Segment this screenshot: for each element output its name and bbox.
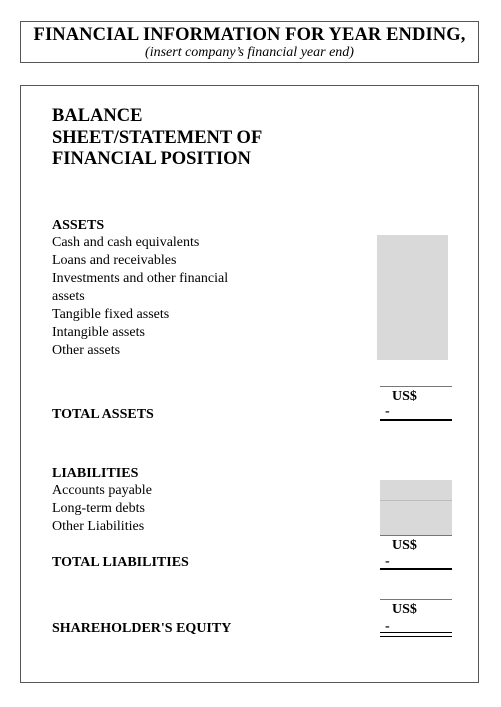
liabilities-list <box>52 482 262 536</box>
list-item: Loans and receivables <box>52 253 177 268</box>
liabilities-total-rule-bottom <box>380 568 452 570</box>
assets-input-area[interactable] <box>377 235 448 360</box>
liabilities-row-divider <box>380 500 452 501</box>
liabilities-total-currency: US$ <box>392 538 417 553</box>
list-item: Other assets <box>52 343 121 358</box>
assets-total-value: - <box>385 404 390 419</box>
list-item: Accounts payable <box>52 483 152 498</box>
list-item: Investments and other financial assets <box>52 271 229 304</box>
assets-heading: ASSETS <box>52 218 105 233</box>
liabilities-total-rule-top <box>380 535 452 536</box>
equity-value: - <box>385 619 390 634</box>
list-item: Other Liabilities <box>52 519 145 534</box>
balance-sheet-panel <box>20 85 479 683</box>
equity-rule-top <box>380 599 452 600</box>
list-item: Tangible fixed assets <box>52 307 170 322</box>
list-item: Intangible assets <box>52 325 145 340</box>
report-header <box>20 21 479 63</box>
report-subtitle: (insert company’s financial year end) <box>145 45 354 60</box>
liabilities-input-area[interactable] <box>380 480 452 536</box>
assets-total-rule-top <box>380 386 452 387</box>
section-title: BALANCE SHEET/STATEMENT OF FINANCIAL POSITION <box>52 106 262 169</box>
shareholders-equity-label: SHAREHOLDER'S EQUITY <box>52 621 232 636</box>
assets-total-rule-bottom <box>380 419 452 421</box>
total-liabilities-label: TOTAL LIABILITIES <box>52 555 189 570</box>
list-item: Long-term debts <box>52 501 145 516</box>
liabilities-heading: LIABILITIES <box>52 466 139 481</box>
assets-total-currency: US$ <box>392 389 417 404</box>
equity-double-rule <box>380 632 452 637</box>
equity-currency: US$ <box>392 602 417 617</box>
total-assets-label: TOTAL ASSETS <box>52 407 154 422</box>
report-title: FINANCIAL INFORMATION FOR YEAR ENDING, <box>33 25 466 45</box>
liabilities-total-value: - <box>385 554 390 569</box>
assets-list <box>52 234 262 360</box>
list-item: Cash and cash equivalents <box>52 235 200 250</box>
